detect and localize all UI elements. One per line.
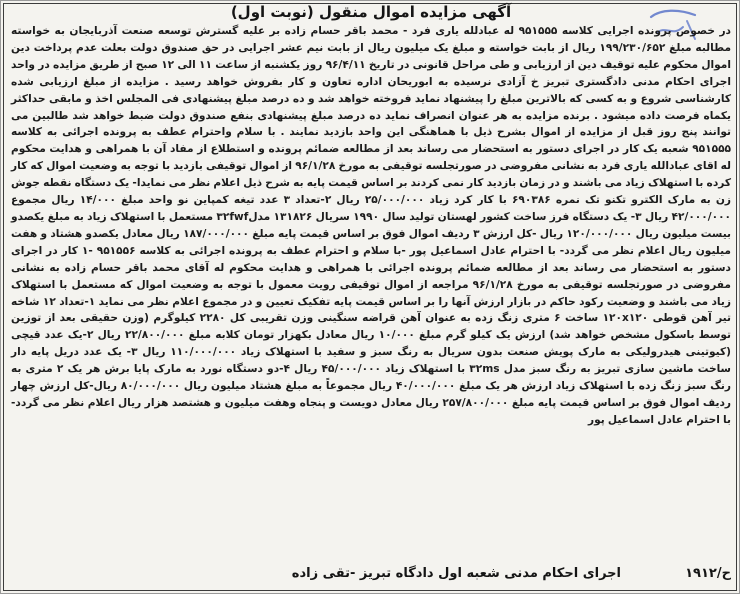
issuer-signature: اجرای احکام مدنی شعبه اول دادگاه تبریز -تقی زاده: [291, 566, 621, 581]
notice-title: آگهی مزایده اموال منقول (نوبت اول): [230, 3, 512, 21]
reference-number: ح/۱۹۱۲: [685, 566, 731, 581]
notice-paragraph: در خصوص پرونده اجرایی کلاسه ۹۵۱۵۵۵ له عبادلله یاری فرد - محمد باقر حسام زاده بر علیه گسترش توسعه صنعت آذربایجان به خواسته مطالبه مبلغ ۱۹۹/۲۳۰/۶۵۲ ریال از بابت خواسته و مبلغ یک میلیون ریال از بابت نیم عشر اجرایی در حق صندوق دولت بعلت عدم پرداخت دین اموال محکوم علیه توقیف دین از ارزیابی و طی مراحل قانونی در تاریخ ۹۶/۴/۱۱ روز یکشنبه از ساعت ۱۱ الی ۱۲ صبح از طریق مزایده در واحد اجرای احکام مدنی دادگستری تبریز خ آزادی نرسیده به ابوریحان اداره تعاون و کار بفروش خواهد رسید . مزایده از مبلغ ارزیابی شده کارشناسی شروع و به کسی که بالاترین مبلغ را پیشنهاد نماید فروخته خواهد شد و ده درصد مبلغ پیشنهادی فی المجلس اخذ و مابقی حداکثر یکماه فرصت داده میشود . برنده مزایده به هر عنوان انصراف نماید ده درصد مبلغ پیشنهادی بنفع صندوق دولت ضبط خواهد شد طالبین می توانند پنج روز قبل از مزایده از اموال بشرح ذیل با هماهنگی این واحد بازدید نمایند . با سلام واحترام عطف به پرونده اجرائی به کلاسه ۹۵۱۵۵۵ شعبه یک کار در اجرای دستور به استحضار می رساند بعد از مطالعه ضمائم پرونده و استطلاع از مفاد آن با همراهی و هدایت محکوم له اقای عبادالله یاری فرد به نشانی مفروضی در صورتجلسه توقیفی به مورخ ۹۶/۱/۲۸ از اموال توقیفی بازدید با توجه به وضعیت اموال که کار کرده با استهلاک زیاد می باشند و در زمان بازدید کار نمی کردند بر اساس قیمت پایه به شرح ذیل اعلام نظر می نمایدا- یک دستگاه نقطه جوش زن به مارک الکترو تکنو تک نمره ۶۹۰۳۸۶ با کار کرد زیاد ۲۵/۰۰۰/۰۰۰ ریال ۲-تعداد ۳ عدد تیغه کمپاین نو واحد مبلغ ۱۴/۰۰۰ ریال مجموع ۴۲/۰۰۰/۰۰۰ ریال ۳- یک دستگاه فرز ساخت کشور لهستان تولید سال ۱۹۹۰ سریال ۱۳۱۸۲۶ مدل۳۲fwf مستعمل با استهلاک زیاد به مبلغ یکصدو بیست میلیون ریال ۱۲۰/۰۰۰/۰۰۰ ریال -کل ارزش ۳ ردیف اموال فوق بر اساس قیمت پایه مبلغ ۱۸۷/۰۰۰/۰۰۰ ریال معادل یکصدو هشتاد و هفت میلیون ریال اعلام نظر می گردد- با احترام عادل اسماعیل پور -با سلام و احترام عطف به پرونده اجرائی به کلاسه ۹۵۱۵۵۶ -۱ کار در اجرای دستور به استحضار می رساند بعد از مطالعه ضمائم پرونده اجرائی با همراهی و هدایت محکوم له آقای محمد باقر حسام زاده به نشانی مفروضی در صورتجلسه توقیفی به مورخ ۹۶/۱/۲۸ مراجعه از اموال توقیفی رویت معمول با توجه به وضعیت اموال که مستعمل با استهلاک زیاد می باشند و وضعیت رکود حاکم در بازار ارزش آنها را بر اساس قیمت پایه تفکیک تعیین و در مجموع اعلام نظر می نماید ۱-تعداد ۱۲ شاخه تیر آهن قوطی ۱۲۰x۱۲۰ ساخت ۶ متری زنگ زده به عنوان آهن قراضه سنگینی وزن تقریبی کل ۲۲۸۰ کیلوگرم (وزن حقیقی بعد از توزین توسط باسکول مشخص خواهد شد) ارزش یک کیلو گرم مبلغ ۱۰/۰۰۰ ریال معادل بکهزار تومان کلابه مبلغ ۲۲/۸۰۰/۰۰۰ ریال ۲-یک عدد قیچی (کیوتینی هیدرولیکی به مارک پویش صنعت بدون سریال به رنگ سبز و سفید با استهلاک زیاد ۱۱۰/۰۰۰/۰۰۰ ریال ۳- یک عدد دریل پایه دار ساخت ماشین سازی تبریز به رنگ سبز مدل ۳۲ms با استهلاک زیاد ۴۵/۰۰۰/۰۰۰ ریال ۴-دو دستگاه نورد به مارک پایا برش هر یک ۲ متری به رنگ سبز زنگ زده با استهلاک زیاد ارزش هر یک مبلغ ۴۰/۰۰۰/۰۰۰ ریال مجموعاً به مبلغ هشتاد میلیون ریال ۸۰/۰۰۰/۰۰۰ ریال-کل ارزش چهار ردیف اموال فوق بر اساس قیمت پایه مبلغ ۲۵۷/۸۰۰/۰۰۰ ریال معادل دویست و پنجاه وهفت میلیون و هشتصد هزار ریال اعلام نظر می گردد-با احترام عادل اسماعیل پور: [11, 25, 732, 426]
notice-body: [11, 23, 731, 429]
